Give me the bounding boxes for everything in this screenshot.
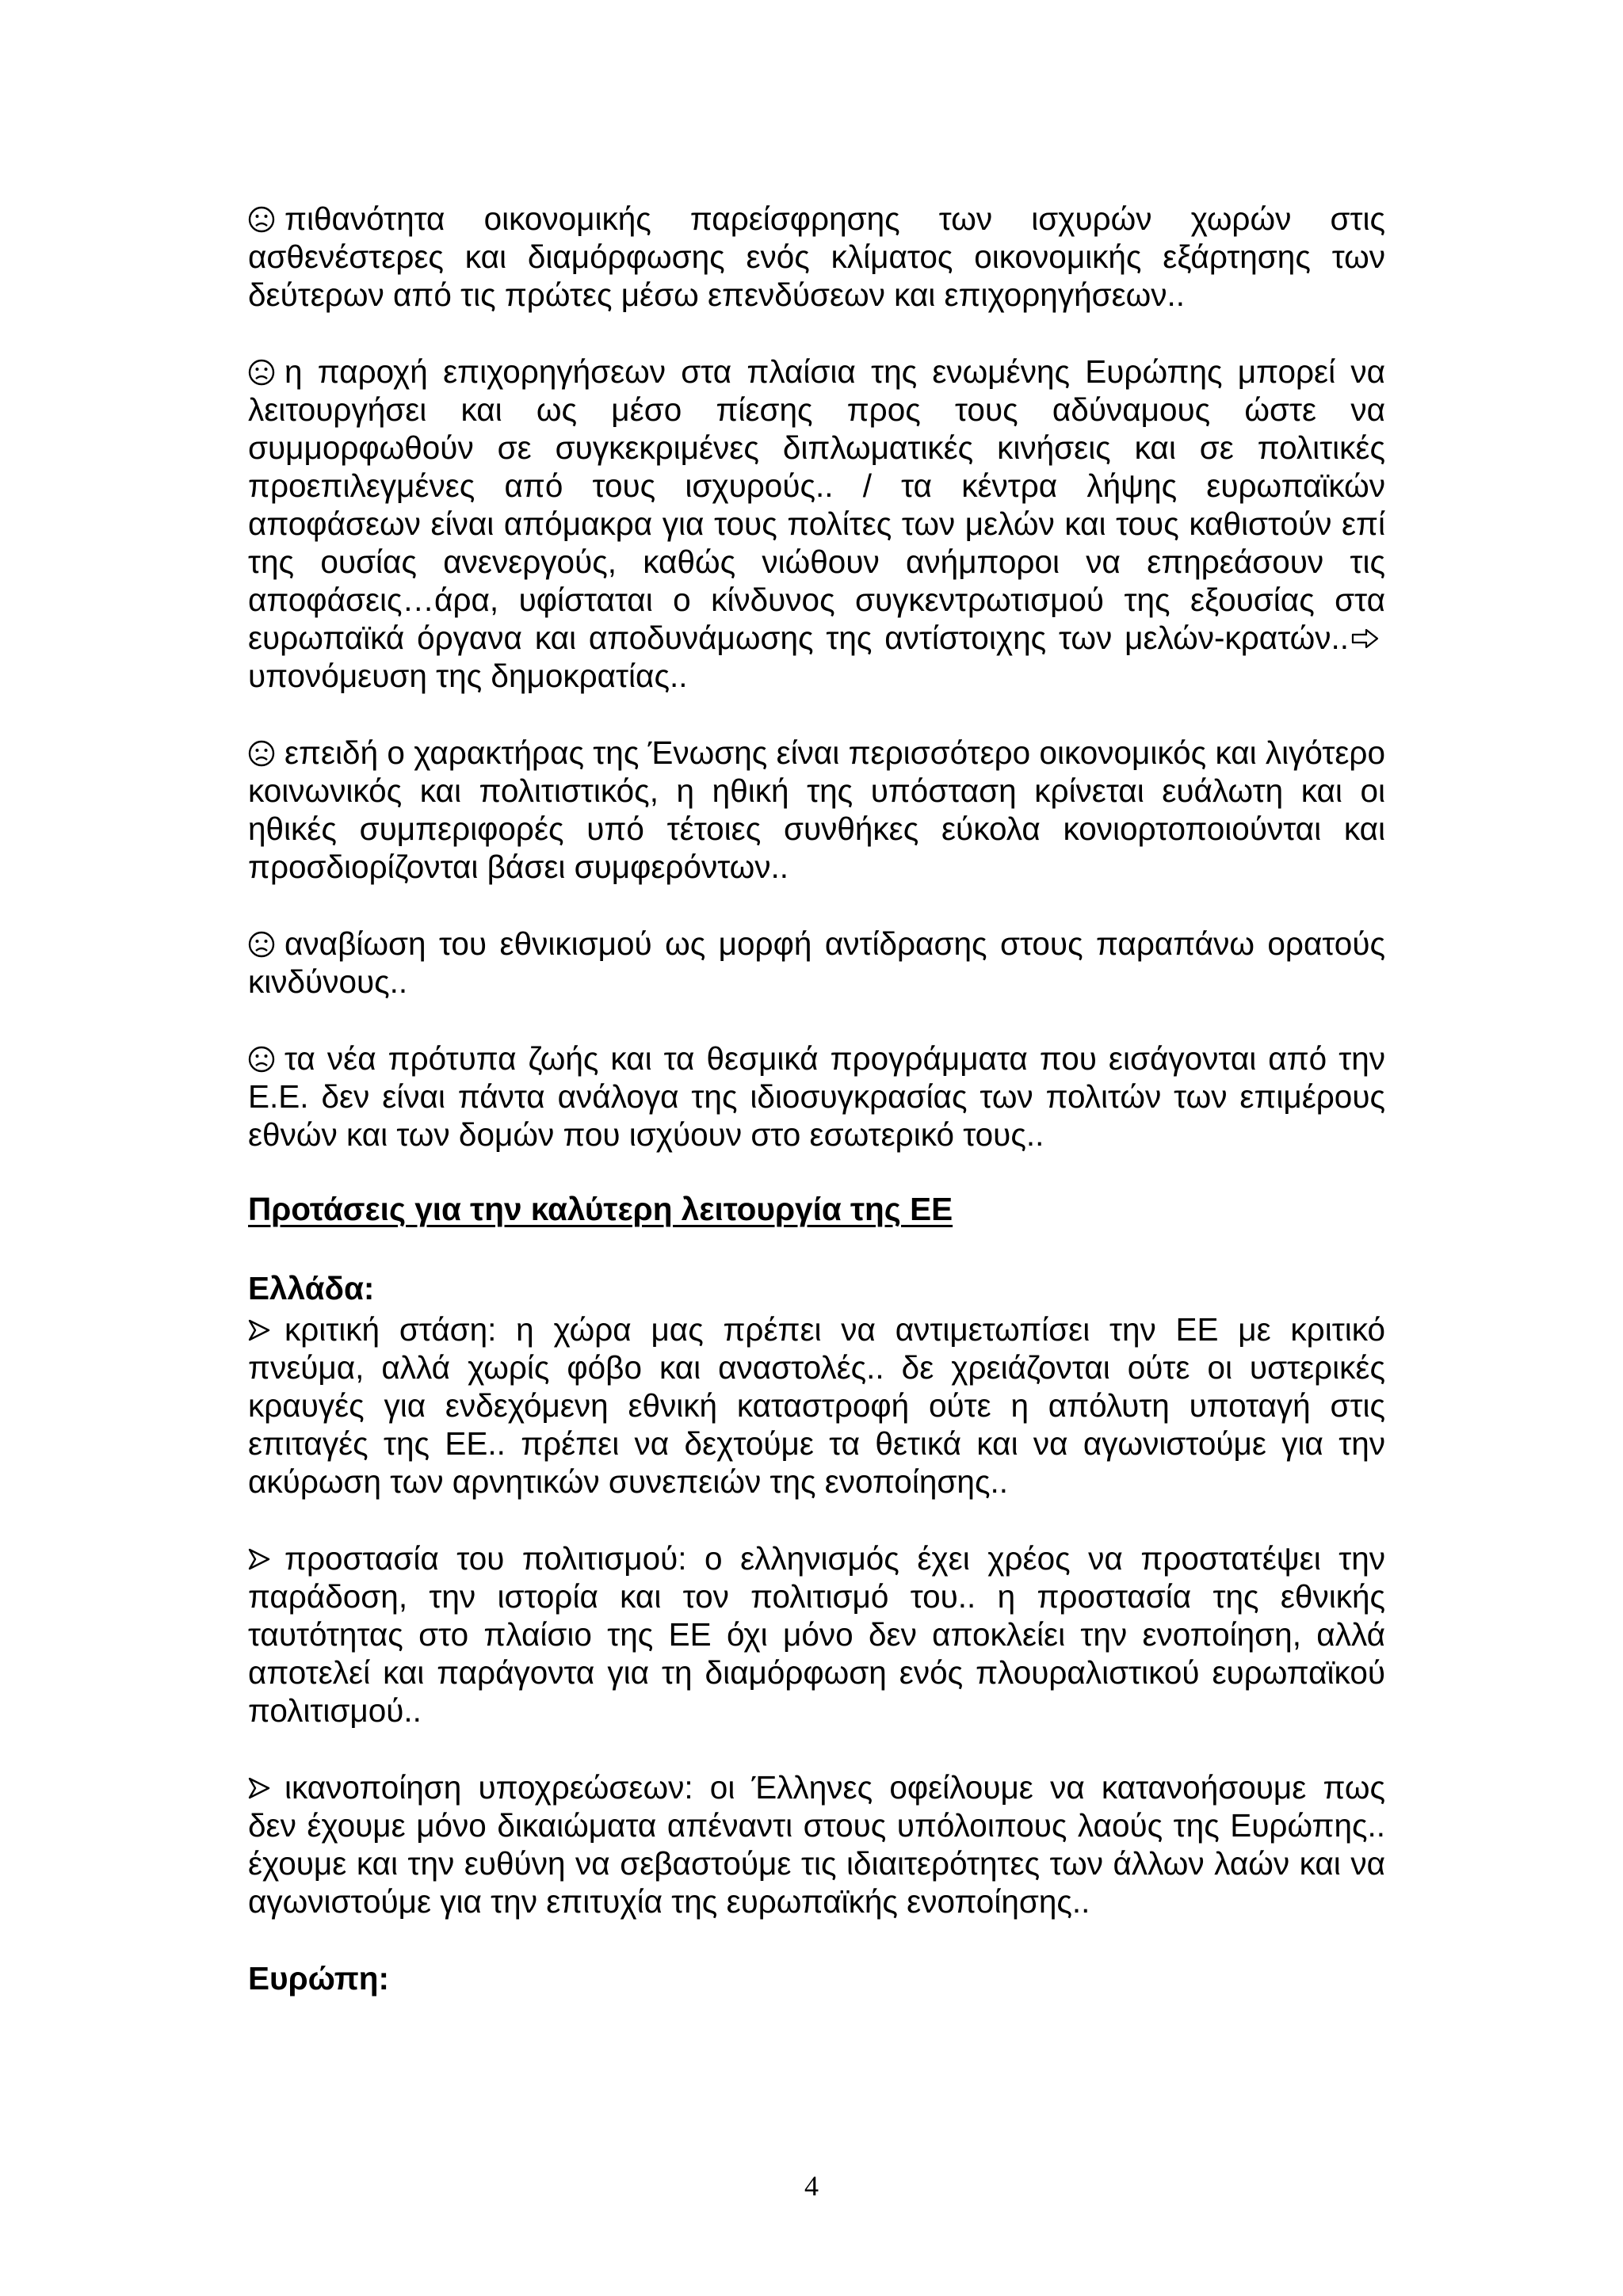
paragraph-subsidies-pressure bbox=[248, 353, 1385, 695]
frown-face-icon bbox=[248, 740, 275, 767]
greece-item-text: ικανοποίηση υποχρεώσεων: οι Έλληνες οφείλουμε να κατανοήσουμε πως δεν έχουμε μόνο δικαιώματα απέναντι στους υπόλοιπους λαούς της Ευρώπης.. έχουμε και την ευθύνη να σεβαστούμε τις ιδιαιτερότητες των άλλων λαών και να αγωνιστούμε για την επιτυχία της ευρωπαϊκής ενοποίησης.. bbox=[248, 1769, 1385, 1920]
paragraph-new-lifestyles bbox=[248, 1039, 1385, 1154]
arrowhead-bullet-icon bbox=[248, 1776, 270, 1800]
paragraph-text: τα νέα πρότυπα ζωής και τα θεσμικά προγράμματα που εισάγονται από την Ε.Ε. δεν είναι πάντα ανάλογα της ιδιοσυγκρασίας των πολιτών των επιμέρους εθνών και των δομών που ισχύουν στο εσωτερικό τους.. bbox=[248, 1040, 1385, 1153]
greece-heading: Ελλάδα: bbox=[248, 1270, 375, 1306]
paragraph-union-character bbox=[248, 734, 1385, 886]
section-title: Προτάσεις για την καλύτερη λειτουργία της ΕΕ bbox=[248, 1191, 953, 1227]
page-number: 4 bbox=[804, 2170, 819, 2202]
greece-item-obligations bbox=[248, 1768, 1385, 1920]
paragraph-text: η παροχή επιχορηγήσεων στα πλαίσια της ενωμένης Ευρώπης μπορεί να λειτουργήσει και ως μέσο πίεσης προς τους αδύναμους ώστε να συμμορφωθούν σε συγκεκριμένες διπλωματικές κινήσεις και σε πολιτικές προεπιλεγμένες από τους ισχυρούς.. / τα κέντρα λήψης ευρωπαϊκών αποφάσεων είναι απόμακρα για τους πολίτες των μελών και τους καθιστούν επί της ουσίας ανενεργούς, καθώς νιώθουν ανήμποροι να επηρεάσουν τις αποφάσεις…άρα, υφίσταται ο κίνδυνος συγκεντρωτισμού της εξουσίας στα ευρωπαϊκά όργανα και αποδυνάμωσης της αντίστοιχης των μελών-κρατών.. bbox=[248, 353, 1385, 656]
paragraph-economic-intrusion bbox=[248, 200, 1385, 314]
frown-face-icon bbox=[248, 206, 275, 233]
paragraph-text: αναβίωση του εθνικισμού ως μορφή αντίδρασης στους παραπάνω ορατούς κινδύνους.. bbox=[248, 925, 1385, 1000]
paragraph-text: επειδή ο χαρακτήρας της Ένωσης είναι περισσότερο οικονομικός και λιγότερο κοινωνικός και πολιτιστικός, η ηθική της υπόσταση κρίνεται ευάλωτη και οι ηθικές συμπεριφορές υπό τέτοιες συνθήκες εύκολα κονιορτοποιούνται και προσδιορίζονται βάσει συμφερόντων.. bbox=[248, 734, 1385, 885]
paragraph-nationalism bbox=[248, 925, 1385, 1001]
greece-item-culture-protection bbox=[248, 1539, 1385, 1730]
greece-item-critical-stance bbox=[248, 1310, 1385, 1501]
frown-face-icon bbox=[248, 931, 275, 958]
paragraph-text: πιθανότητα οικονομικής παρείσφρησης των ισχυρών χωρών στις ασθενέστερες και διαμόρφωσης ενός κλίματος οικονομικής εξάρτησης των δεύτερων από τις πρώτες μέσω επενδύσεων και επιχορηγήσεων.. bbox=[248, 200, 1385, 313]
greece-item-text: κριτική στάση: η χώρα μας πρέπει να αντιμετωπίσει την ΕΕ με κριτικό πνεύμα, αλλά χωρίς φόβο και αναστολές.. δε χρειάζονται ούτε οι υστερικές κραυγές για ενδεχόμενη εθνική καταστροφή ούτε η απόλυτη υποταγή στις επιταγές της ΕΕ.. πρέπει να δεχτούμε τα θετικά και να αγωνιστούμε για την ακύρωση των αρνητικών συνεπειών της ενοποίησης.. bbox=[248, 1311, 1385, 1500]
greece-item-text: προστασία του πολιτισμού: ο ελληνισμός έχει χρέος να προστατέψει την παράδοση, την ιστορία και τον πολιτισμό του.. η προστασία της εθνικής ταυτότητας στο πλαίσιο της ΕΕ όχι μόνο δεν αποκλείει την ενοποίηση, αλλά αποτελεί και παράγοντα για τη διαμόρφωση ενός πλουραλιστικού ευρωπαϊκού πολιτισμού.. bbox=[248, 1540, 1385, 1729]
frown-face-icon bbox=[248, 1046, 275, 1073]
europe-heading: Ευρώπη: bbox=[248, 1960, 389, 1997]
paragraph-tail-text: υπονόμευση της δημοκρατίας.. bbox=[248, 658, 688, 694]
right-arrow-icon bbox=[1350, 627, 1381, 650]
arrowhead-bullet-icon bbox=[248, 1318, 270, 1342]
arrowhead-bullet-icon bbox=[248, 1547, 270, 1571]
frown-face-icon bbox=[248, 359, 275, 386]
document-page bbox=[248, 200, 1385, 2000]
